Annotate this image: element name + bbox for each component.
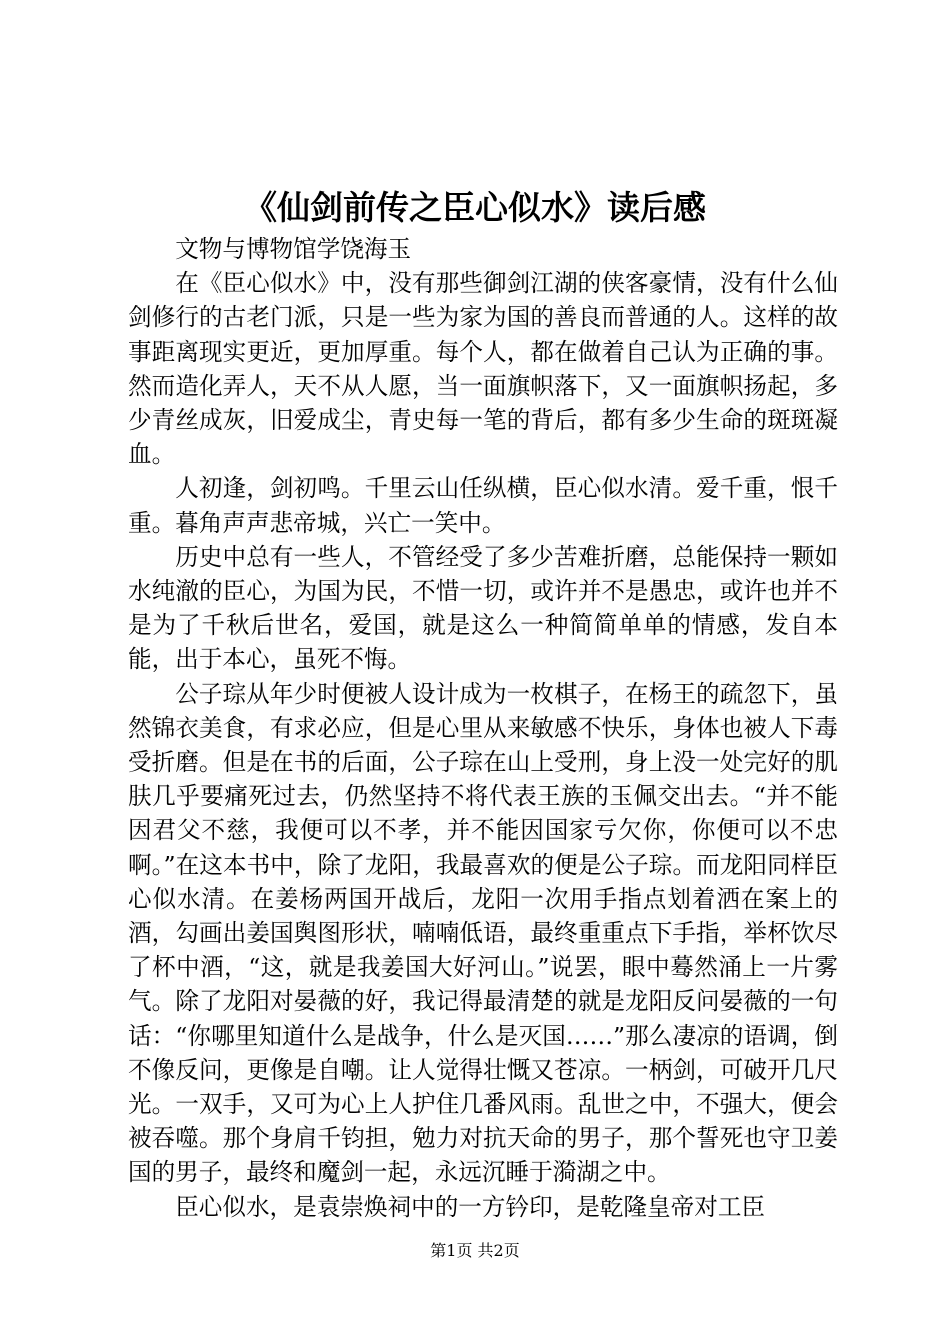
paragraph-5: 臣心似水，是袁崇焕祠中的一方钤印，是乾隆皇帝对工臣 <box>175 1192 766 1221</box>
document-title: 《仙剑前传之臣心似水》读后感 <box>244 188 706 227</box>
paragraph-3: 历史中总有一些人，不管经受了多少苦难折磨，总能保持一颗如水纯澈的臣心，为国为民，不惜一切，或许并不是愚忠，或许也并不是为了千秋后世名，爱国，就是这么一种简简单单的情感，发自本能，出于本心，虽死不悔。 <box>128 542 838 674</box>
page-number-footer: 第1页 共2页 <box>430 1241 520 1260</box>
paragraph-1: 在《臣心似水》中，没有那些御剑江湖的侠客豪情，没有什么仙剑修行的古老门派，只是一些为家为国的善良而普通的人。这样的故事距离现实更近，更加厚重。每个人，都在做着自己认为正确的事。然而造化弄人，天不从人愿，当一面旗帜落下，又一面旗帜扬起，多少青丝成灰，旧爱成尘，青史每一笔的背后，都有多少生命的斑斑凝血。 <box>128 269 838 469</box>
paragraph-4: 公子琮从年少时便被人设计成为一枚棋子，在杨王的疏忽下，虽然锦衣美食，有求必应，但是心里从来敏感不快乐，身体也被人下毒受折磨。但是在书的后面，公子琮在山上受刑，身上没一处完好的肌肤几乎要痛死过去，仍然坚持不将代表王族的玉佩交出去。“并不能因君父不慈，我便可以不孝，并不能因国家亏欠你，你便可以不忠啊。”在这本书中，除了龙阳，我最喜欢的便是公子琮。而龙阳同样臣心似水清。在姜杨两国开战后，龙阳一次用手指点划着洒在案上的酒，勾画出姜国舆图形状，喃喃低语，最终重重点下手指，举杯饮尽了杯中酒，“这，就是我姜国大好河山。”说罢，眼中蓦然涌上一片雾气。除了龙阳对晏薇的好，我记得最清楚的就是龙阳反问晏薇的一句话：“你哪里知道什么是战争，什么是灭国……”那么凄凉的语调，倒不像反问，更像是自嘲。让人觉得壮慨又苍凉。一柄剑，可破开几尺光。一双手，又可为心上人护住几番风雨。乱世之中，不强大，便会被吞噬。那个身肩千钧担，勉力对抗天命的男子，那个誓死也守卫姜国的男子，最终和魔剑一起，永远沉睡于漪湖之中。 <box>128 679 838 1187</box>
author-line: 文物与博物馆学饶海玉 <box>175 235 412 263</box>
paragraph-2: 人初逢，剑初鸣。千里云山任纵横，臣心似水清。爱千重，恨千重。暮角声声悲帝城，兴亡一笑中。 <box>128 474 838 537</box>
document-body <box>128 232 838 1224</box>
